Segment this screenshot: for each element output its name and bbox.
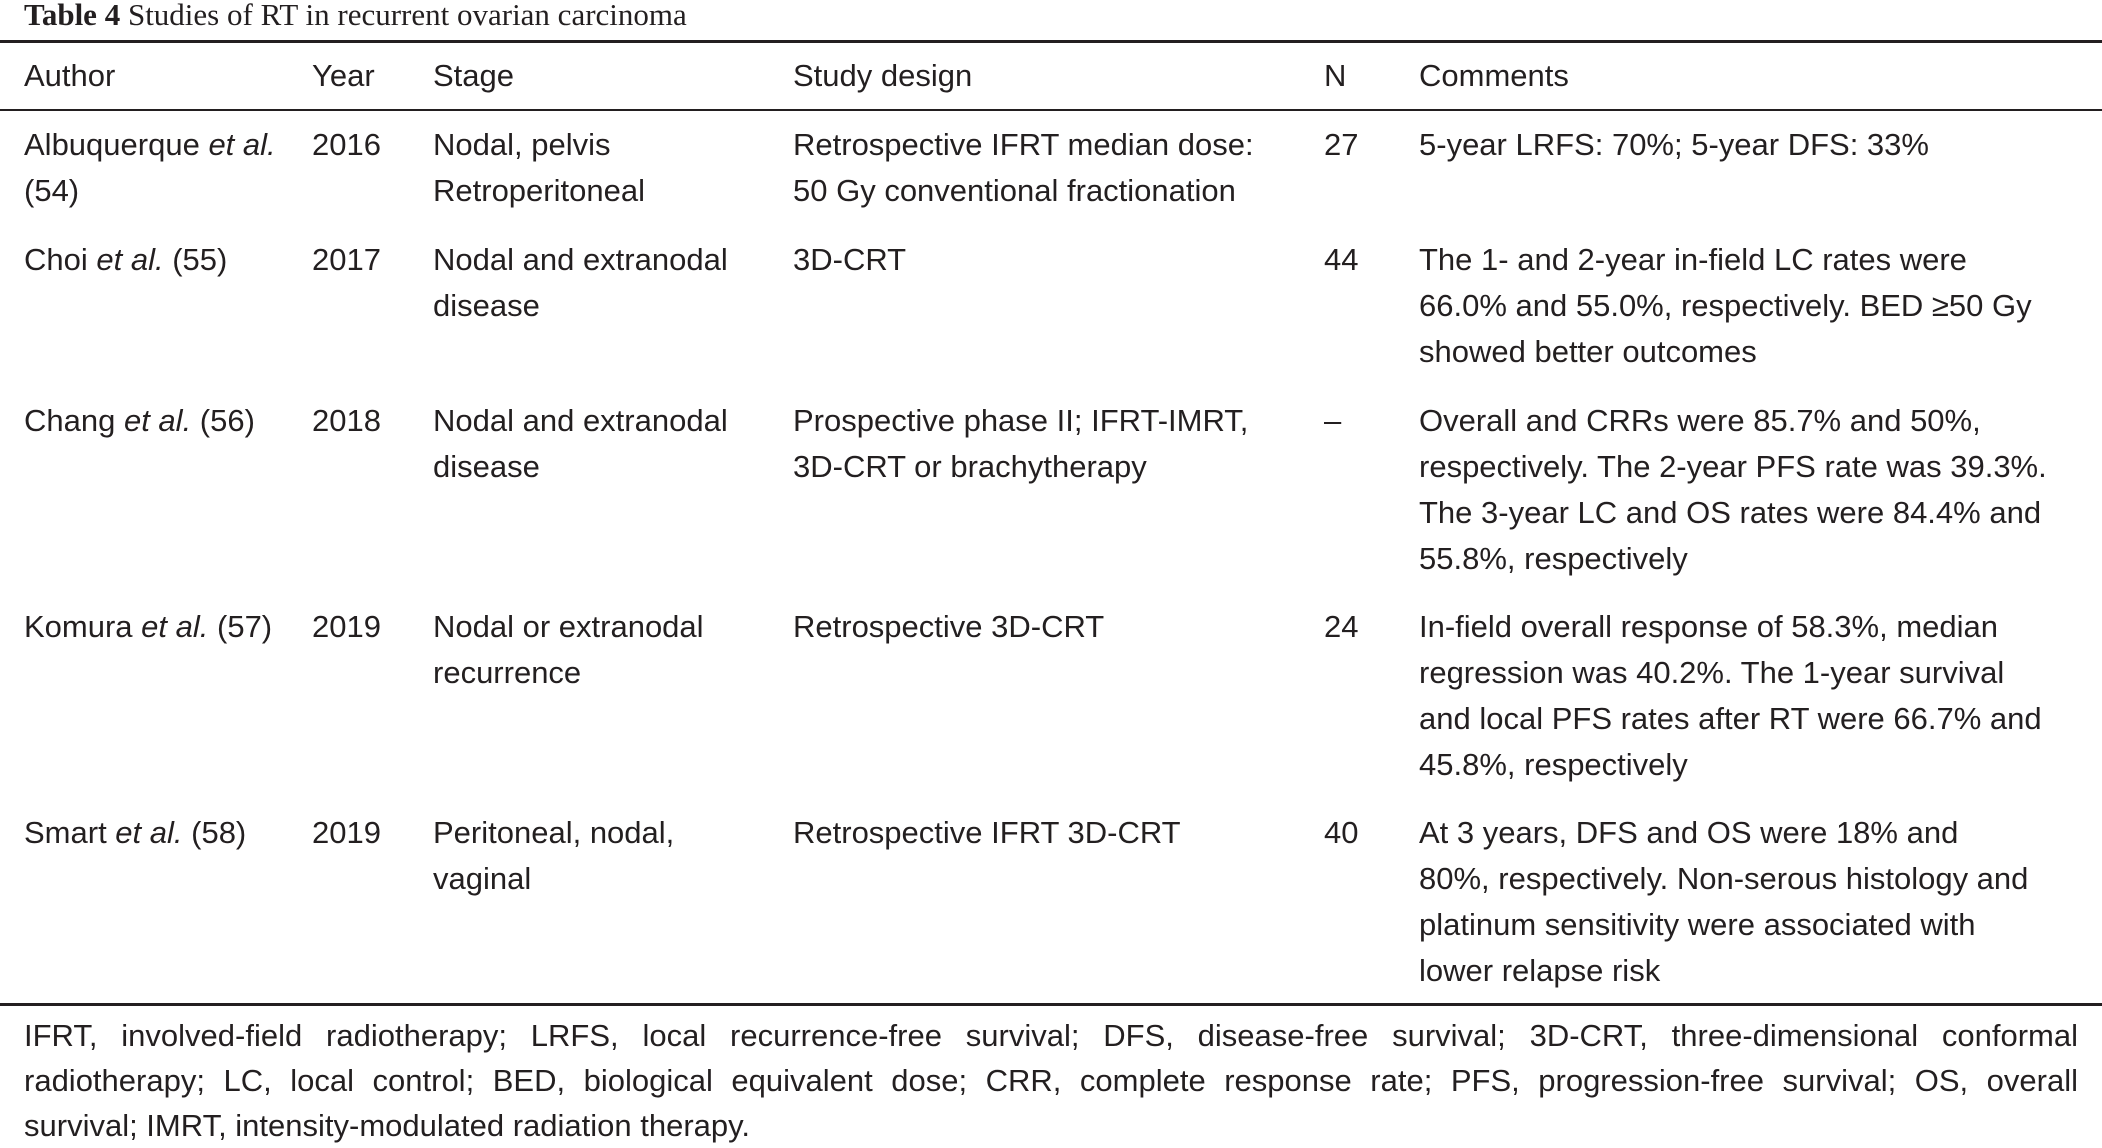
author-ref: (55) [163,242,228,277]
author-name: Choi [24,242,97,277]
author-etal: et al. [208,127,276,162]
comments-cell [1419,237,2032,375]
design-line: Retrospective IFRT median dose: [793,127,1254,162]
comment-line: In-field overall response of 58.3%, median [1419,609,1998,644]
comments-cell [1419,122,1929,168]
year-cell: 2017 [312,242,381,277]
header-study-design: Study design [793,58,973,93]
author-cell [24,237,227,283]
design-cell [793,604,1104,650]
year-cell: 2016 [312,127,381,162]
stage-line: Peritoneal, nodal, [433,815,675,850]
stage-cell [433,604,704,696]
comments-cell [1419,810,2028,994]
author-name: Komura [24,609,142,644]
design-line: Retrospective 3D-CRT [793,609,1105,644]
stage-line: Nodal and extranodal [433,242,728,277]
comment-line: respectively. The 2-year PFS rate was 39.3%. [1419,449,2047,484]
header-stage: Stage [433,58,515,93]
author-name: Smart [24,815,116,850]
stage-cell [433,810,674,902]
author-ref: (57) [208,609,273,644]
design-line: Retrospective IFRT 3D-CRT [793,815,1181,850]
comment-line: The 1- and 2-year in-field LC rates were [1419,242,1967,277]
header-n: N [1324,58,1347,93]
stage-cell [433,122,645,214]
design-line: 3D-CRT [793,242,907,277]
bottom-rule [0,1003,2102,1006]
table-caption [24,0,687,34]
footnote-line: radiotherapy; LC, local control; BED, biological equivalent dose; CRR, complete response rate; PFS, progression-free survival; OS, overall [24,1063,2078,1098]
author-cell [24,604,272,650]
stage-cell [433,237,728,329]
comments-cell [1419,398,2047,582]
comment-line: 55.8%, respectively [1419,541,1688,576]
author-etal: et al. [96,242,164,277]
author-etal: et al. [123,403,192,438]
author-etal: et al. [141,609,209,644]
table-footnote [24,1013,2078,1148]
comment-line: and local PFS rates after RT were 66.7% and [1419,701,2042,736]
header-rule [0,109,2102,111]
author-name: Albuquerque [24,127,209,162]
stage-line: Nodal or extranodal [433,609,704,644]
design-cell [793,122,1254,214]
design-cell [793,237,906,283]
year-cell: 2019 [312,609,381,644]
comment-line: 66.0% and 55.0%, respectively. BED ≥50 Gy [1419,288,2032,323]
stage-line: recurrence [433,655,582,690]
comments-cell [1419,604,2042,788]
comment-line: At 3 years, DFS and OS were 18% and [1419,815,1959,850]
author-ref: (58) [182,815,247,850]
design-cell [793,810,1181,856]
footnote-line: survival; IMRT, intensity-modulated radiation therapy. [24,1108,750,1143]
comment-line: Overall and CRRs were 85.7% and 50%, [1419,403,1981,438]
n-cell: – [1324,403,1342,438]
stage-cell [433,398,728,490]
comment-line: regression was 40.2%. The 1-year survival [1419,655,2005,690]
comment-line: 80%, respectively. Non-serous histology and [1419,861,2029,896]
header-year: Year [312,58,375,93]
comment-line: The 3-year LC and OS rates were 84.4% and [1419,495,2042,530]
author-cell [24,122,276,214]
design-cell [793,398,1248,490]
stage-line: disease [433,449,540,484]
stage-line: vaginal [433,861,532,896]
year-cell: 2019 [312,815,381,850]
comment-line: 5-year LRFS: 70%; 5-year DFS: 33% [1419,127,1929,162]
comment-line: platinum sensitivity were associated with [1419,907,1976,942]
design-line: Prospective phase II; IFRT-IMRT, [793,403,1249,438]
stage-line: disease [433,288,540,323]
comment-line: lower relapse risk [1419,953,1661,988]
author-etal: et al. [115,815,183,850]
author-name: Chang [24,403,124,438]
n-cell: 40 [1324,815,1359,850]
header-author: Author [24,58,116,93]
footnote-line: IFRT, involved-field radiotherapy; LRFS, local recurrence-free survival; DFS, disease-free survival; 3D-CRT, three-dimensional conformal [24,1018,2078,1053]
n-cell: 24 [1324,609,1359,644]
stage-line: Nodal, pelvis [433,127,611,162]
n-cell: 27 [1324,127,1359,162]
header-comments: Comments [1419,58,1569,93]
author-cell [24,810,246,856]
n-cell: 44 [1324,242,1359,277]
author-ref: (54) [24,173,80,208]
design-line: 50 Gy conventional fractionation [793,173,1236,208]
comment-line: showed better outcomes [1419,334,1757,369]
comment-line: 45.8%, respectively [1419,747,1688,782]
table-title: Studies of RT in recurrent ovarian carcinoma [120,0,687,32]
year-cell: 2018 [312,403,381,438]
author-cell [24,398,255,444]
stage-line: Nodal and extranodal [433,403,728,438]
table-number: Table 4 [24,0,121,32]
author-ref: (56) [191,403,255,438]
design-line: 3D-CRT or brachytherapy [793,449,1147,484]
stage-line: Retroperitoneal [433,173,645,208]
top-rule [0,40,2102,43]
